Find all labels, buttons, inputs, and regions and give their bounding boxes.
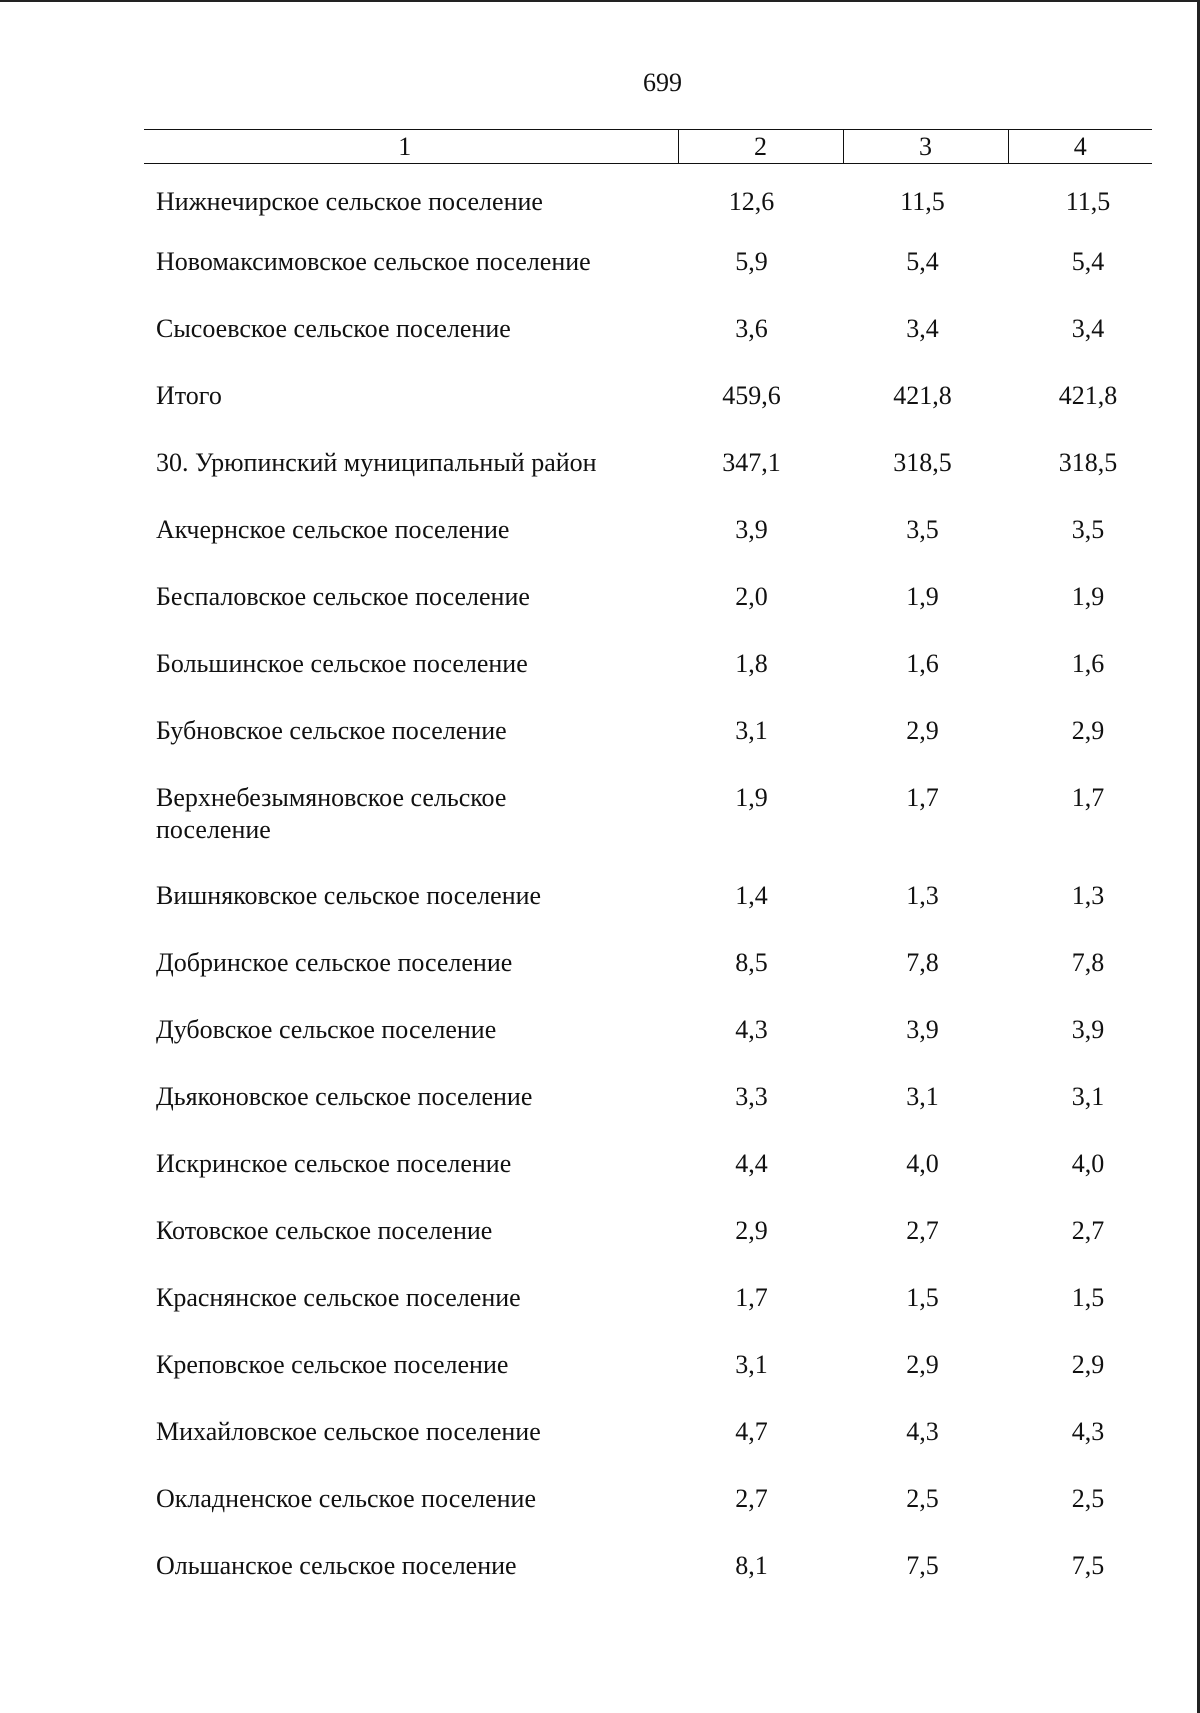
value-cell-col3: 4,0 (906, 1149, 939, 1178)
settlement-name-cell: Добринское сельское поселение (156, 948, 513, 977)
value-cell-col2: 5,9 (735, 247, 768, 276)
column-header-4: 4 (1008, 130, 1152, 164)
value-cell-col3: 421,8 (893, 381, 952, 410)
value-cell-col2: 4,7 (735, 1417, 768, 1446)
value-cell-col3: 2,7 (906, 1216, 939, 1245)
value-cell-col4: 1,6 (1071, 649, 1105, 678)
settlement-name-cell: Дубовское сельское поселение (156, 1015, 497, 1044)
settlement-name-cell: Краснянское сельское поселение (156, 1283, 521, 1312)
value-cell-col4: 1,7 (1071, 783, 1105, 812)
value-cell-col2: 3,1 (735, 716, 768, 745)
value-cell-col4: 2,9 (1071, 1350, 1105, 1379)
table-row (144, 1215, 1152, 1282)
value-cell-col2: 2,9 (735, 1216, 768, 1245)
settlement-name-cell: Дьяконовское сельское поселение (156, 1082, 533, 1111)
table-row (144, 1282, 1152, 1349)
header-row (144, 130, 1152, 164)
value-cell-col2: 3,1 (735, 1350, 768, 1379)
table-row (144, 1550, 1152, 1617)
value-cell-col4: 1,9 (1071, 582, 1105, 611)
table-row (144, 514, 1152, 581)
settlement-name-cell: Новомаксимовское сельское поселение (156, 247, 591, 276)
value-cell-col2: 8,1 (735, 1551, 768, 1580)
value-cell-col3: 4,3 (906, 1417, 939, 1446)
settlement-name-cell: Искринское сельское поселение (156, 1149, 512, 1178)
table-row (144, 246, 1152, 313)
settlement-name-cell: Верхнебезымяновское сельское поселение (156, 783, 507, 844)
value-cell-col4: 2,9 (1071, 716, 1105, 745)
value-cell-col2: 1,8 (735, 649, 768, 678)
value-cell-col4: 421,8 (1058, 381, 1118, 410)
settlement-name-cell: 30. Урюпинский муниципальный район (156, 448, 597, 477)
table-row (144, 947, 1152, 1014)
value-cell-col3: 2,9 (906, 1350, 939, 1379)
value-cell-col3: 2,9 (906, 716, 939, 745)
settlement-name-cell: Большинское сельское поселение (156, 649, 528, 678)
column-header-1: 1 (144, 130, 678, 164)
page-border-top (0, 0, 1200, 2)
table-row (144, 380, 1152, 447)
column-header-3: 3 (843, 130, 1008, 164)
value-cell-col4: 3,5 (1071, 515, 1105, 544)
value-cell-col4: 3,1 (1071, 1082, 1105, 1111)
table-body (144, 164, 1152, 1618)
value-cell-col2: 3,6 (735, 314, 768, 343)
value-cell-col2: 4,4 (735, 1149, 768, 1178)
settlement-name-cell: Вишняковское сельское поселение (156, 881, 542, 910)
table-row (144, 1148, 1152, 1215)
value-cell-col4: 5,4 (1071, 247, 1105, 276)
value-cell-col4: 2,7 (1071, 1216, 1105, 1245)
value-cell-col2: 2,7 (735, 1484, 768, 1513)
value-cell-col3: 1,7 (906, 783, 939, 812)
value-cell-col2: 8,5 (735, 948, 768, 977)
value-cell-col2: 4,3 (735, 1015, 768, 1044)
value-cell-col4: 2,5 (1071, 1484, 1105, 1513)
value-cell-col4: 7,5 (1071, 1551, 1105, 1580)
value-cell-col4: 4,0 (1071, 1149, 1105, 1178)
value-cell-col2: 1,9 (735, 783, 768, 812)
value-cell-col4: 3,9 (1071, 1015, 1105, 1044)
settlement-name-cell: Окладненское сельское поселение (156, 1484, 537, 1513)
table-row (144, 1416, 1152, 1483)
settlement-name-cell: Итого (156, 381, 222, 410)
value-cell-col4: 3,4 (1071, 314, 1105, 343)
value-cell-col4: 1,5 (1071, 1283, 1105, 1312)
table-row (144, 164, 1152, 247)
value-cell-col3: 5,4 (906, 247, 939, 276)
table-row (144, 648, 1152, 715)
settlement-name-cell: Креповское сельское поселение (156, 1350, 509, 1379)
value-cell-col3: 1,5 (906, 1283, 939, 1312)
value-cell-col2: 1,4 (735, 881, 768, 910)
value-cell-col3: 1,3 (906, 881, 939, 910)
table-row (144, 581, 1152, 648)
table-row (144, 313, 1152, 380)
settlement-name-cell: Сысоевское сельское поселение (156, 314, 511, 343)
value-cell-col4: 318,5 (1058, 448, 1118, 477)
table-header (144, 130, 1152, 164)
table-row (144, 782, 1152, 880)
table-row (144, 1349, 1152, 1416)
value-cell-col2: 2,0 (735, 582, 768, 611)
value-cell-col2: 459,6 (722, 381, 781, 410)
value-cell-col3: 3,4 (906, 314, 939, 343)
settlement-name-cell: Михайловское сельское поселение (156, 1417, 541, 1446)
value-cell-col3: 3,5 (906, 515, 939, 544)
table-row (144, 1014, 1152, 1081)
value-cell-col4: 4,3 (1071, 1417, 1105, 1446)
table-row (144, 1081, 1152, 1148)
data-table (144, 129, 1152, 1617)
settlement-name-cell: Котовское сельское поселение (156, 1216, 493, 1245)
value-cell-col3: 3,9 (906, 1015, 939, 1044)
settlement-name-cell: Беспаловское сельское поселение (156, 582, 530, 611)
table-row (144, 880, 1152, 947)
table-row (144, 715, 1152, 782)
settlement-name-cell: Акчернское сельское поселение (156, 515, 510, 544)
table-row (144, 1483, 1152, 1550)
page-number: 699 (643, 68, 682, 97)
settlement-name-cell: Нижнечирское сельское поселение (156, 187, 543, 216)
value-cell-col4: 7,8 (1071, 948, 1105, 977)
value-cell-col3: 11,5 (900, 187, 945, 216)
column-header-2: 2 (678, 130, 843, 164)
value-cell-col2: 1,7 (735, 1283, 768, 1312)
table-row (144, 447, 1152, 514)
value-cell-col3: 2,5 (906, 1484, 939, 1513)
value-cell-col4: 11,5 (1065, 187, 1111, 216)
value-cell-col2: 347,1 (722, 448, 781, 477)
value-cell-col3: 1,6 (906, 649, 939, 678)
value-cell-col3: 318,5 (893, 448, 952, 477)
value-cell-col2: 12,6 (728, 187, 775, 216)
value-cell-col3: 1,9 (906, 582, 939, 611)
value-cell-col3: 7,8 (906, 948, 939, 977)
settlement-name-cell: Ольшанское сельское поселение (156, 1551, 517, 1580)
settlement-name-cell: Бубновское сельское поселение (156, 716, 507, 745)
value-cell-col3: 3,1 (906, 1082, 939, 1111)
value-cell-col2: 3,3 (735, 1082, 768, 1111)
value-cell-col4: 1,3 (1071, 881, 1105, 910)
value-cell-col3: 7,5 (906, 1551, 939, 1580)
value-cell-col2: 3,9 (735, 515, 768, 544)
